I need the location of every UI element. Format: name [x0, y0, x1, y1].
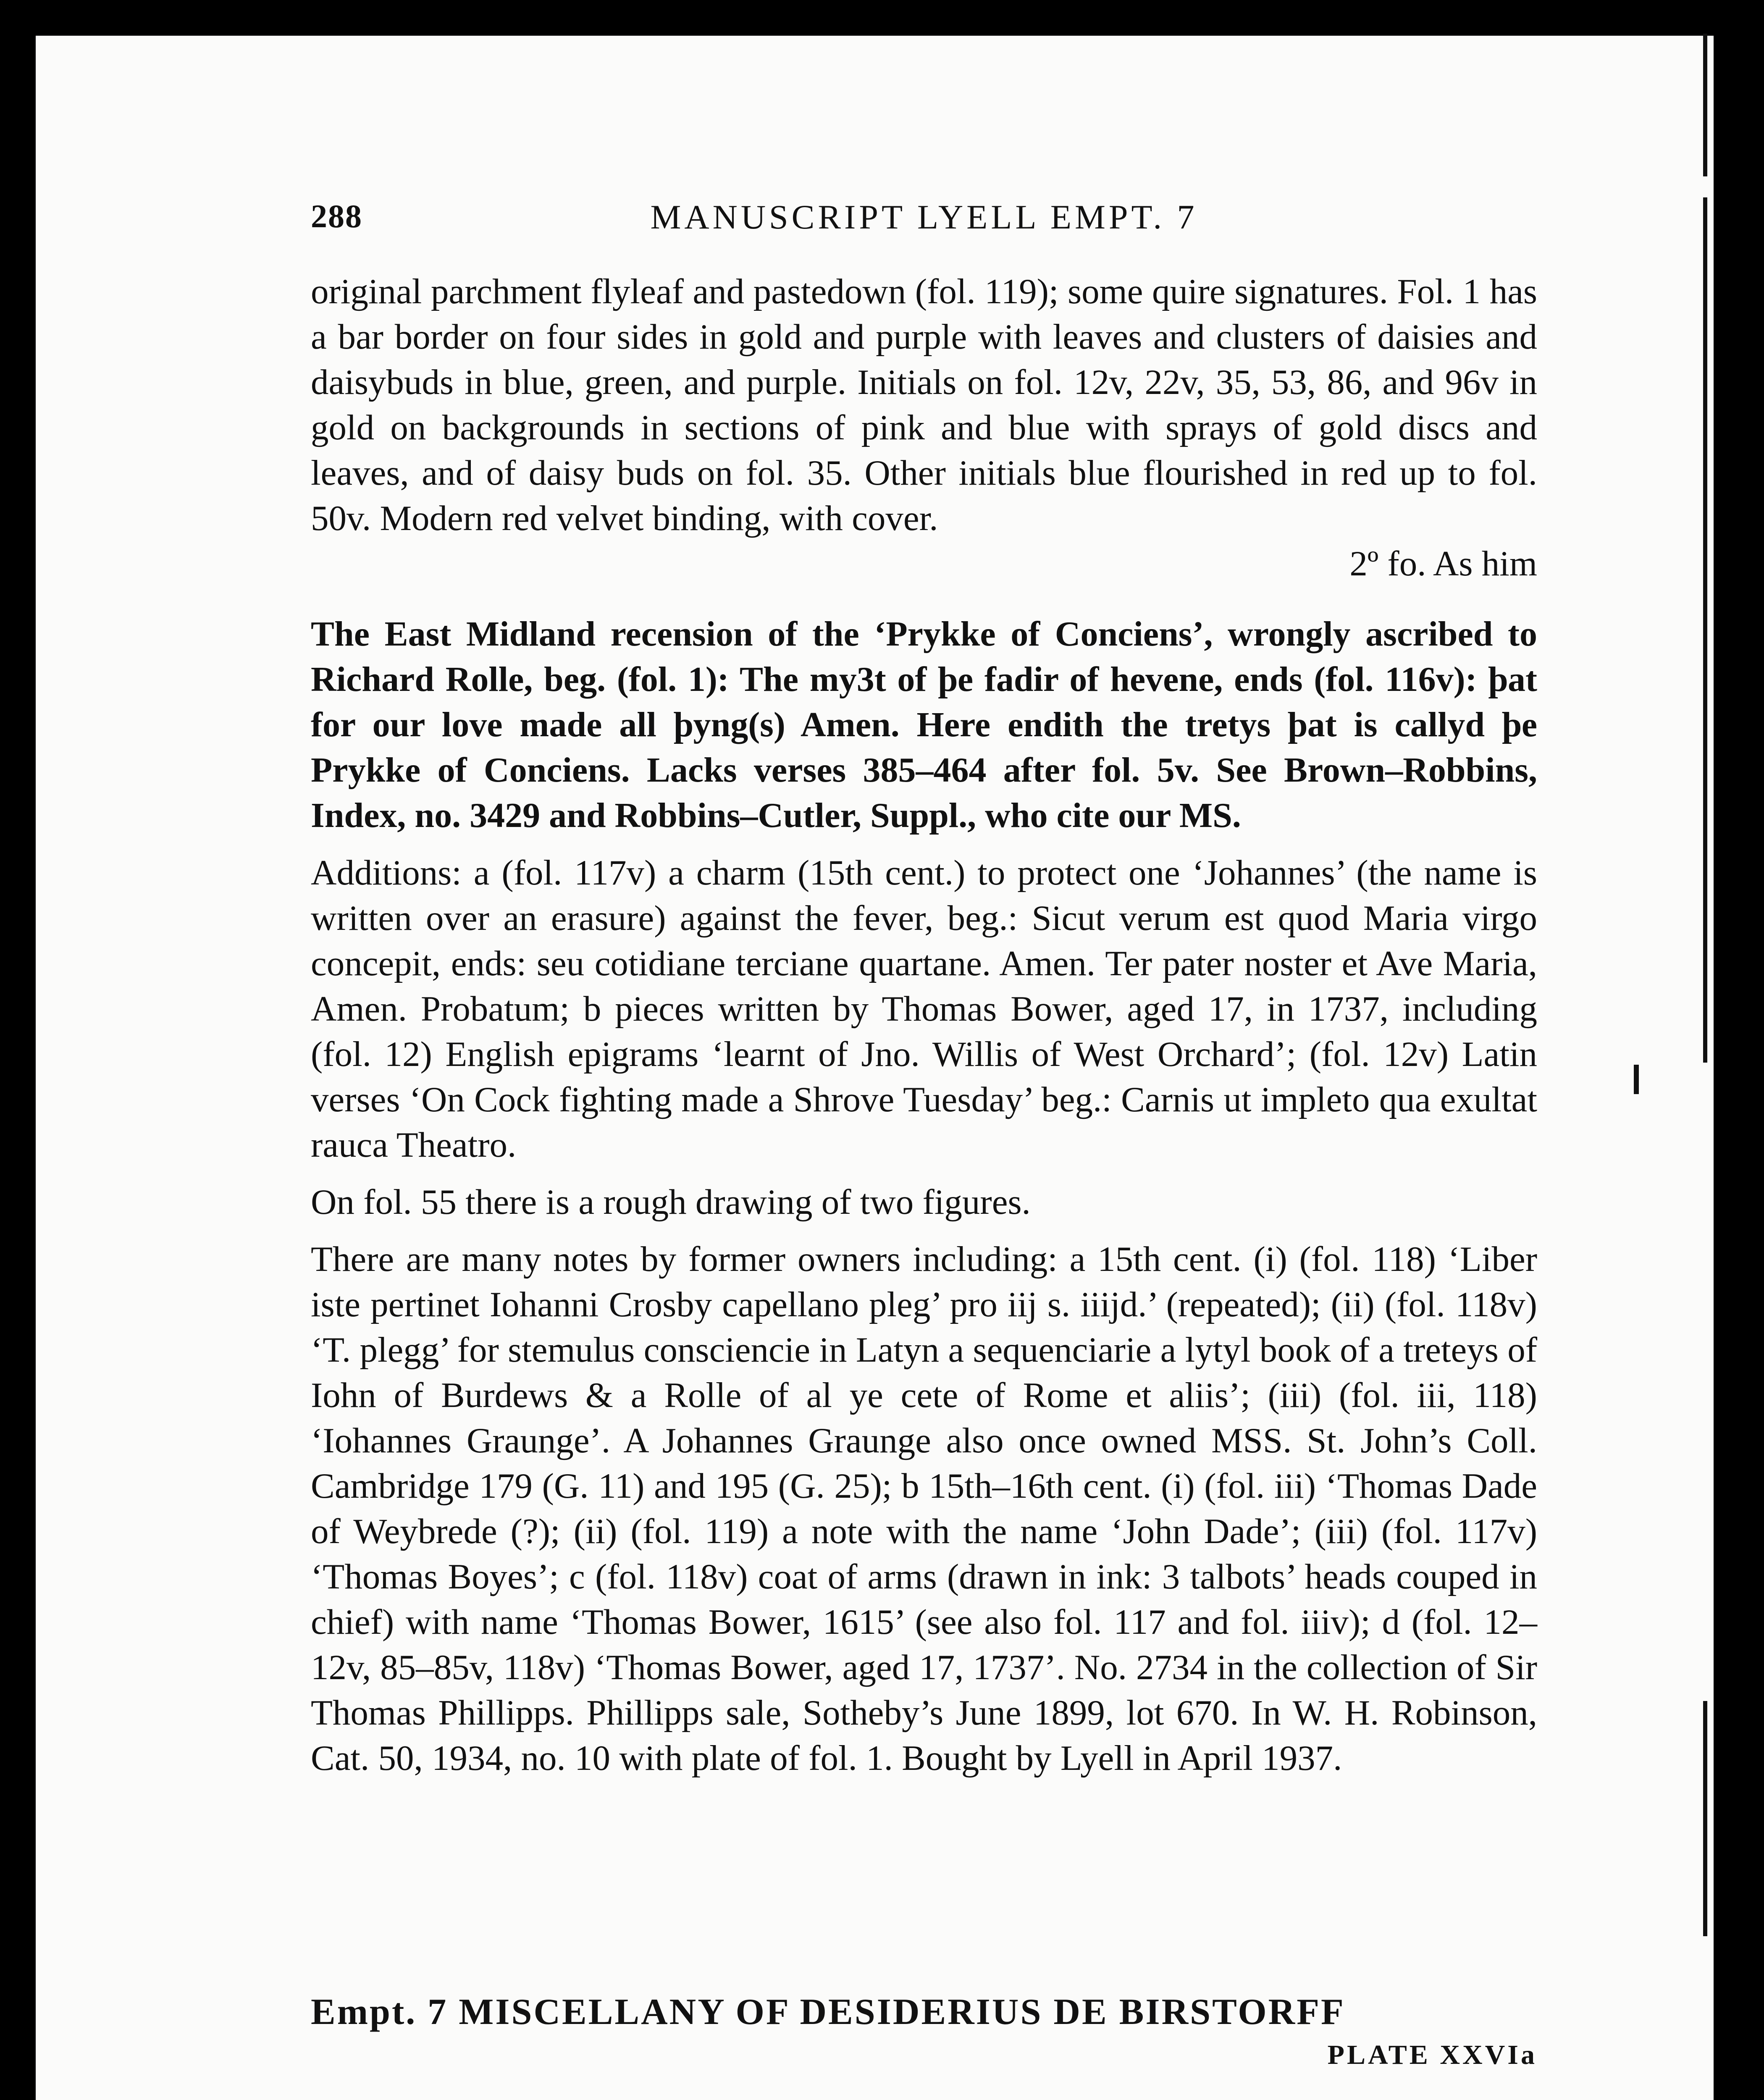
body-text [311, 269, 1537, 1781]
second-folio: 2º fo. As him [1349, 544, 1537, 583]
edge-rule [1703, 34, 1707, 176]
edge-rule [1703, 1701, 1707, 1936]
entry-heading: Empt. 7 MISCELLANY OF DESIDERIUS DE BIRSTORFF [311, 1992, 1345, 2032]
drawing-note: On fol. 55 there is a rough drawing of two figures. [311, 1182, 1031, 1222]
additions-paragraph: Additions: a (fol. 117v) a charm (15th cent.) to protect one ‘Johannes’ (the name is written over an erasure) against the fever, beg.: Sicut verum est quod Maria virgo concepit, ends: seu cotidiane terciane quartane. Amen. Ter pater noster et Ave Maria, Amen. Probatum; b pieces written by Thomas Bower, aged 17, in 1737, including (fol. 12) English epigrams ‘learnt of Jno. Willis of West Orchard’; (fol. 12v) Latin verses ‘On Cock fighting made a Shrove Tuesday’ beg.: Carnis ut impleto qua exultat rauca Theatro. [311, 853, 1537, 1165]
owners-paragraph: There are many notes by former owners including: a 15th cent. (i) (fol. 118) ‘Liber iste pertinet Iohanni Crosby capellano pleg’ pro iij s. iiijd.’ (repeated); (ii) (fol. 118v) ‘T. plegg’ for stemulus consciencie in Latyn a sequenciarie a lytyl book of a treteys of Iohn of Burdews & a Rolle of al ye cete of Rome et aliis’; (iii) (fol. iii, 118) ‘Iohannes Graunge’. A Johannes Graunge also once owned MSS. St. John’s Coll. Cambridge 179 (G. 11) and 195 (G. 25); b 15th–16th cent. (i) (fol. iii) ‘Thomas Dade of Weybrede (?); (ii) (fol. 119) a note with the name ‘John Dade’; (iii) (fol. 117v) ‘Thomas Boyes’; c (fol. 118v) coat of arms (drawn in ink: 3 talbots’ heads couped in chief) with name ‘Thomas Bower, 1615’ (see also fol. 117 and fol. iiiv); d (fol. 12–12v, 85–85v, 118v) ‘Thomas Bower, aged 17, 1737’. No. 2734 in the collection of Sir Thomas Phillipps. Phillipps sale, Sotheby’s June 1899, lot 670. In W. H. Robinson, Cat. 50, 1934, no. 10 with plate of fol. 1. Bought by Lyell in April 1937. [311, 1239, 1537, 1778]
entry-heading-block [311, 1991, 1537, 2071]
margin-mark [1634, 1065, 1639, 1094]
description-paragraph: original parchment flyleaf and pastedown (fol. 119); some quire signatures. Fol. 1 has a bar border on four sides in gold and purple with leaves and clusters of daisies and daisybuds in blue, green, and purple. Initials on fol. 12v, 22v, 35, 53, 86, and 96v in gold on backgrounds in sections of pink and blue with sprays of gold discs and leaves, and of daisy buds on fol. 35. Other initials blue flourished in red up to fol. 50v. Modern red velvet binding, with cover. [311, 272, 1537, 538]
page-number: 288 [311, 198, 362, 234]
plate-reference: PLATE XXVIa [1327, 2040, 1537, 2070]
running-title: MANUSCRIPT LYELL EMPT. 7 [650, 198, 1198, 236]
running-head [311, 197, 1537, 244]
contents-paragraph: The East Midland recension of the ‘Prykke of Conciens’, wrongly ascribed to Richard Rolle, beg. (fol. 1): The my3t of þe fadir of hevene, ends (fol. 116v): þat for our love made all þyng(s) Amen. Here endith the tretys þat is callyd þe Prykke of Conciens. Lacks verses 385–464 after fol. 5v. See Brown–Robbins, Index, no. 3429 and Robbins–Cutler, Suppl., who cite our MS. [311, 614, 1537, 835]
edge-rule [1703, 197, 1707, 1063]
